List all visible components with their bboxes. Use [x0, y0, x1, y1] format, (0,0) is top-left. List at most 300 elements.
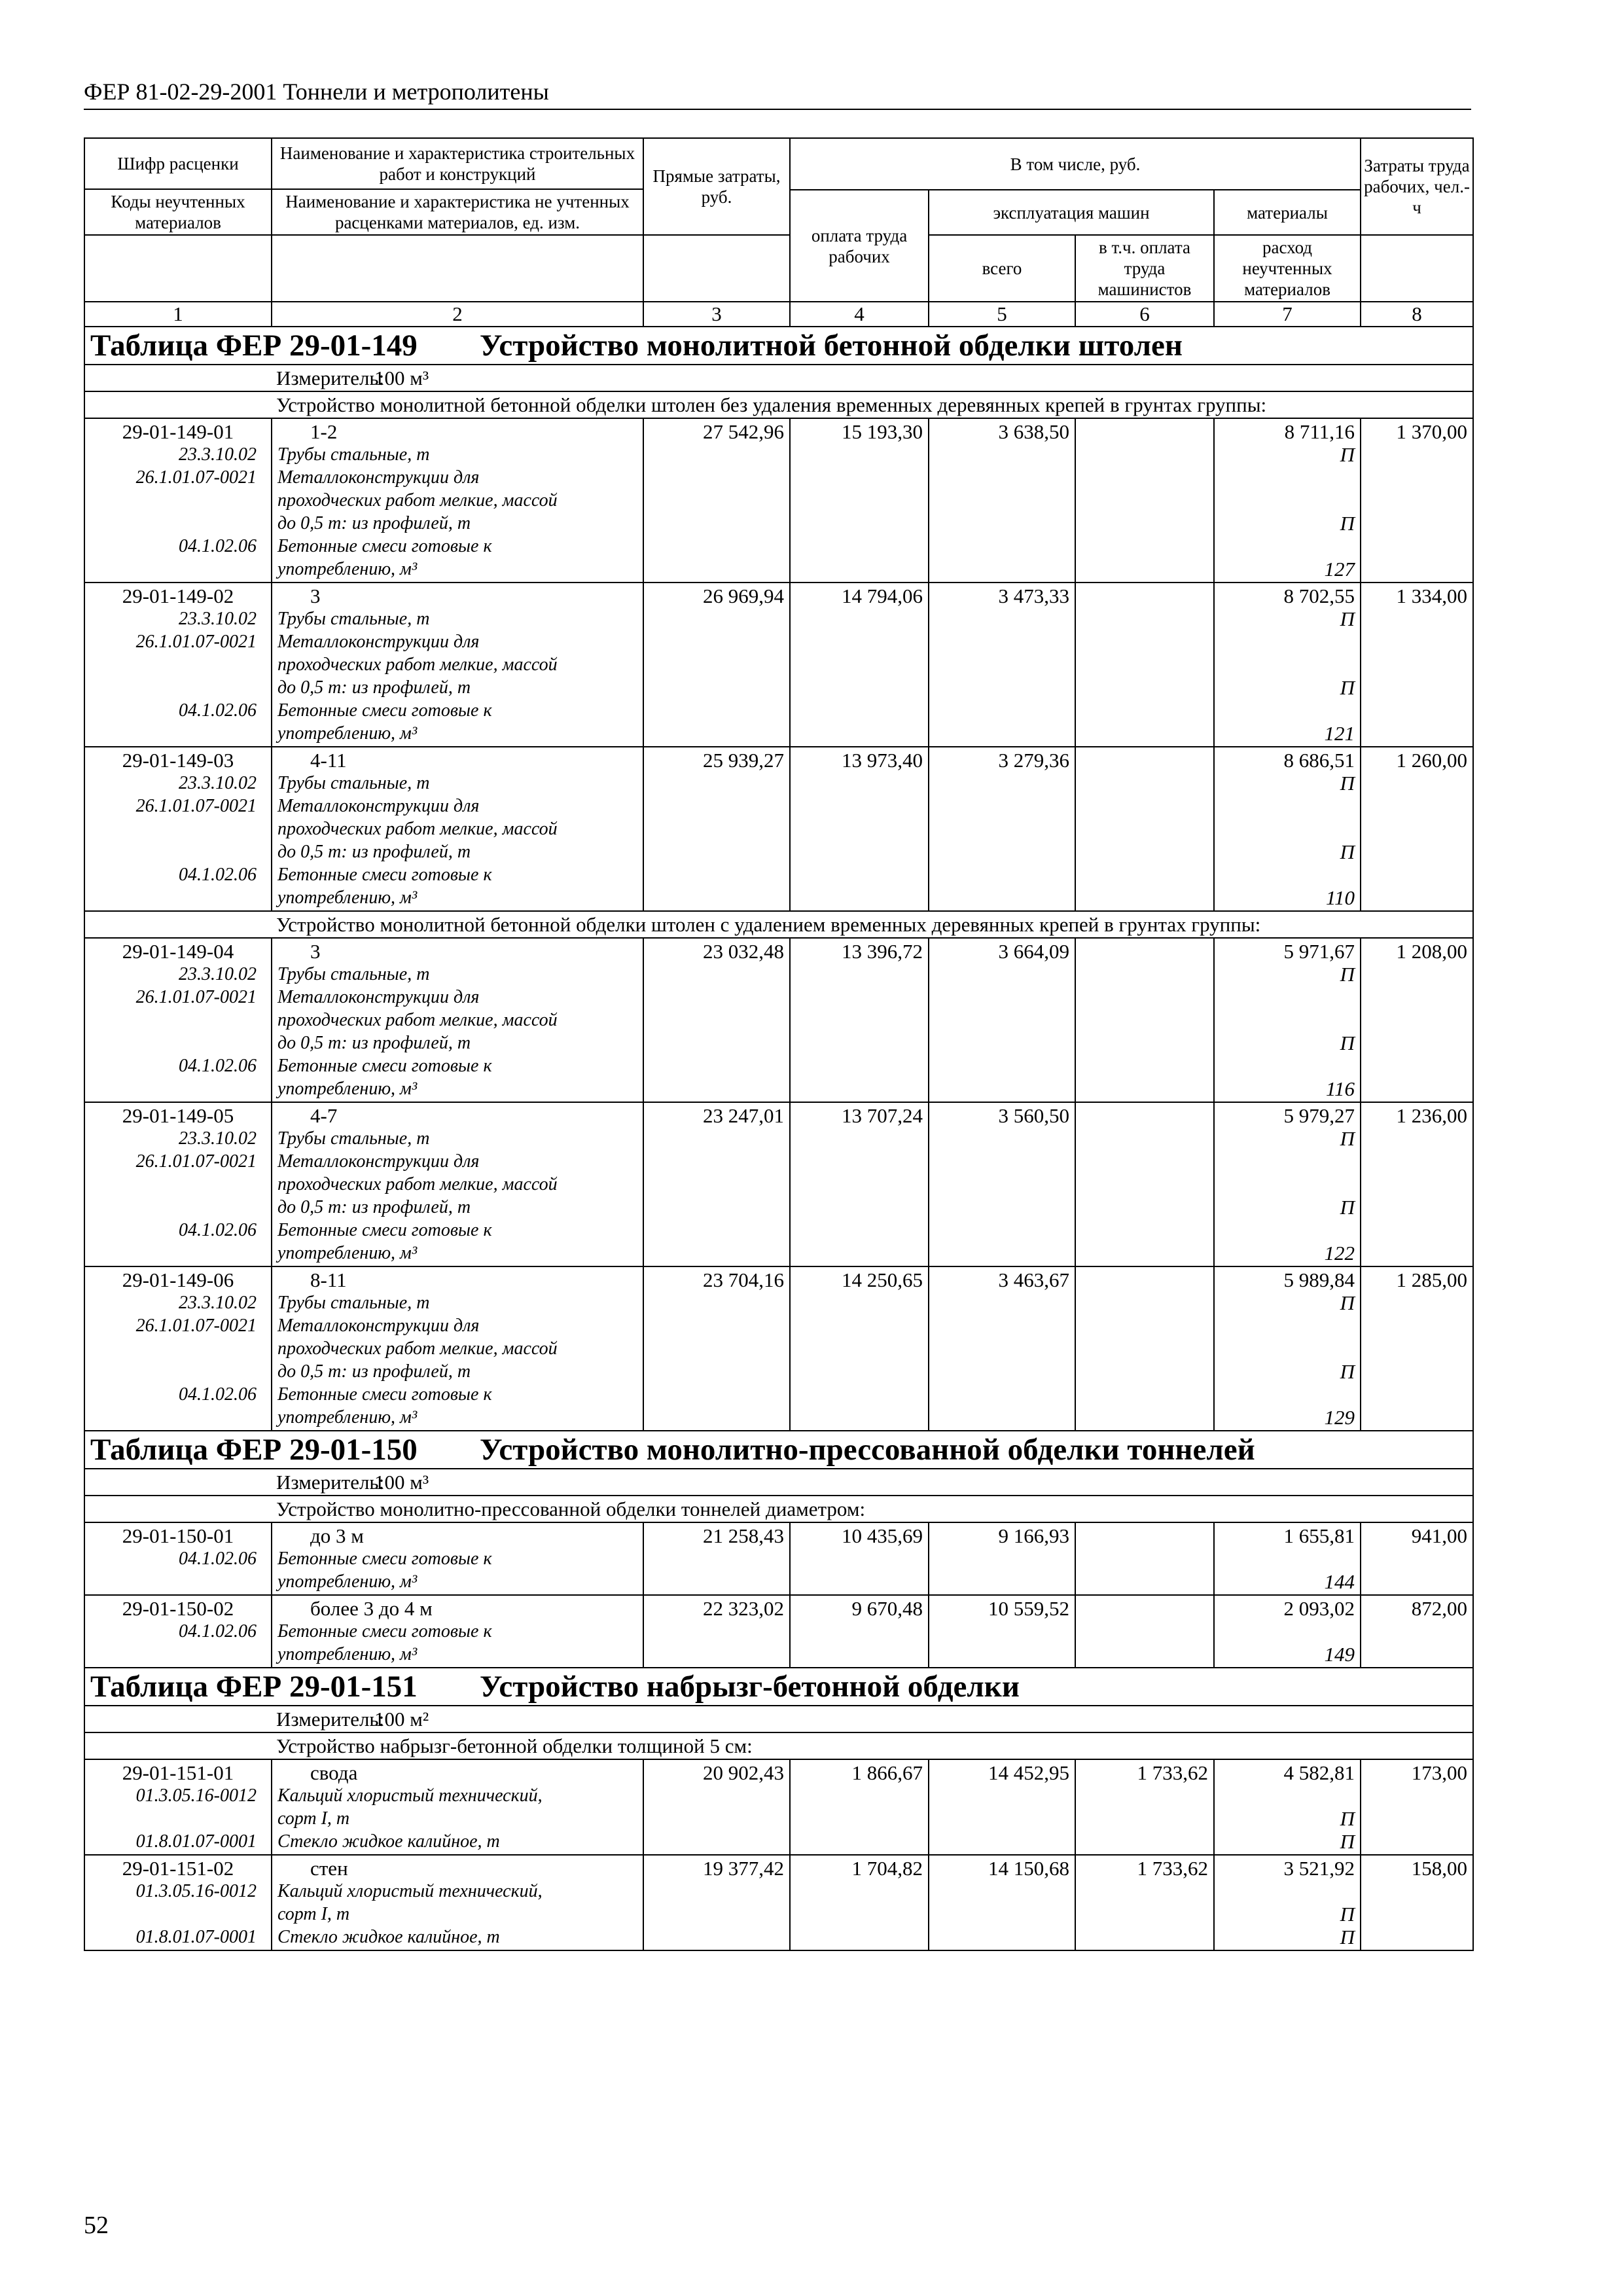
material-code: 23.3.10.02: [179, 444, 257, 465]
rate-direct: 19 377,42: [643, 1855, 790, 1950]
material-qty: П: [1340, 1291, 1355, 1314]
material-name-line: употреблению, м³: [277, 1407, 418, 1427]
column-numbers-row: [84, 302, 1473, 327]
material-name-line: употреблению, м³: [277, 1571, 418, 1592]
rate-row: [84, 418, 1473, 583]
rate-codes-cell: [84, 1266, 272, 1431]
header-row-1: [84, 138, 1473, 189]
spacer: [90, 1570, 266, 1593]
header-labor-spacer: [1361, 235, 1473, 302]
header-name-top: Наименование и характеристика строительных работ и конструкций: [272, 138, 643, 189]
material-code: 23.3.10.02: [179, 1128, 257, 1149]
spacer: [1220, 699, 1355, 722]
meter-label: Измеритель:: [276, 1708, 385, 1731]
material-name-line: Бетонные смеси готовые к: [277, 1549, 492, 1569]
rate-code: 29-01-149-03: [122, 749, 234, 772]
material-name-line: до 0,5 т: из профилей, т: [277, 677, 471, 698]
material-code: 23.3.10.02: [179, 609, 257, 629]
materials-cell: [1214, 1522, 1361, 1595]
materials-cell: [1214, 1855, 1361, 1950]
rate-direct: 25 939,27: [643, 747, 790, 911]
spacer: [1220, 1784, 1355, 1807]
rate-machines: 3 560,50: [929, 1102, 1075, 1266]
material-name-line: употреблению, м³: [277, 559, 418, 579]
rate-codes-cell: [84, 418, 272, 583]
rate-machines: 3 638,50: [929, 418, 1075, 583]
material-qty: 116: [1325, 1077, 1355, 1100]
meter-value: 100 м³: [374, 367, 429, 389]
rate-direct: 22 323,02: [643, 1595, 790, 1668]
material-name-line: сорт I, т: [277, 1904, 350, 1924]
section-code: Таблица ФЕР 29-01-149: [90, 329, 418, 363]
rate-wages: 13 396,72: [790, 938, 929, 1102]
rate-names-cell: [272, 938, 643, 1102]
meter-row: [84, 1706, 1473, 1732]
rate-names-cell: [272, 418, 643, 583]
meter-value: 100 м²: [374, 1708, 429, 1731]
material-code: 23.3.10.02: [179, 1293, 257, 1313]
material-name-line: Трубы стальные, т: [277, 609, 430, 629]
material-name-line: Трубы стальные, т: [277, 964, 430, 984]
material-code: 26.1.01.07-0021: [135, 1151, 257, 1172]
material-name-line: Металлоконструкции для: [277, 796, 480, 816]
meter-label: Измеритель:: [276, 1471, 385, 1494]
material-name-line: проходческих работ мелкие, массой: [277, 1174, 558, 1194]
rate-wages: 15 193,30: [790, 418, 929, 583]
group-caption: Устройство набрызг-бетонной обделки толщиной 5 см:: [84, 1732, 1473, 1759]
spacer: [1220, 1337, 1355, 1360]
spacer: [90, 1031, 266, 1054]
materials-value: 8 711,16: [1284, 420, 1355, 443]
spacer: [90, 840, 266, 863]
rates-table: [84, 137, 1474, 1951]
rate-wages: 14 794,06: [790, 583, 929, 747]
material-name-line: употреблению, м³: [277, 723, 418, 744]
material-name-line: Бетонные смеси готовые к: [277, 536, 492, 556]
meter: [84, 1469, 1473, 1496]
material-code: 23.3.10.02: [179, 964, 257, 984]
rate-machines: 9 166,93: [929, 1522, 1075, 1595]
material-name-line: Бетонные смеси готовые к: [277, 1056, 492, 1076]
rate-machines: 3 279,36: [929, 747, 1075, 911]
group-caption: Устройство монолитной бетонной обделки штолен с удалением временных деревянных крепей в грунтах группы:: [84, 911, 1473, 938]
spacer: [1220, 535, 1355, 558]
material-code: 26.1.01.07-0021: [135, 796, 257, 816]
section-name: Устройство монолитно-прессованной обделки тоннелей: [480, 1433, 1255, 1467]
material-qty: П: [1340, 1031, 1355, 1054]
spacer: [90, 722, 266, 745]
rate-direct: 23 032,48: [643, 938, 790, 1102]
material-code: 26.1.01.07-0021: [135, 987, 257, 1007]
rate-code: 29-01-151-01: [122, 1761, 234, 1784]
page-header: ФЕР 81-02-29-2001 Тоннели и метрополитены: [84, 79, 549, 105]
spacer: [90, 886, 266, 909]
rate-machinist: [1075, 1266, 1214, 1431]
rate-machinist: [1075, 938, 1214, 1102]
material-code: 04.1.02.06: [179, 1549, 257, 1569]
materials-value: 3 521,92: [1283, 1857, 1355, 1880]
rate-codes-cell: [84, 1595, 272, 1668]
material-name-line: сорт I, т: [277, 1808, 350, 1829]
rate-machinist: 1 733,62: [1075, 1759, 1214, 1855]
spacer: [1220, 1547, 1355, 1570]
rate-name: более 3 до 4 м: [310, 1597, 433, 1620]
rate-machines: 14 150,68: [929, 1855, 1075, 1950]
meter-row: [84, 365, 1473, 391]
rate-direct: 23 247,01: [643, 1102, 790, 1266]
material-qty: 121: [1324, 722, 1355, 745]
materials-value: 5 979,27: [1283, 1104, 1355, 1127]
materials-value: 4 582,81: [1283, 1761, 1355, 1784]
rate-names-cell: [272, 1266, 643, 1431]
rate-name: свода: [310, 1761, 358, 1784]
page-number: 52: [84, 2212, 109, 2239]
materials-value: 8 686,51: [1283, 749, 1355, 772]
materials-cell: [1214, 1266, 1361, 1431]
spacer: [90, 1406, 266, 1429]
material-name-line: Металлоконструкции для: [277, 467, 480, 488]
rate-code: 29-01-150-01: [122, 1524, 234, 1547]
rate-name: стен: [310, 1857, 348, 1880]
material-code: 04.1.02.06: [179, 700, 257, 721]
rate-code: 29-01-149-02: [122, 584, 234, 607]
material-code: 23.3.10.02: [179, 773, 257, 793]
rate-direct: 26 969,94: [643, 583, 790, 747]
rate-code: 29-01-149-06: [122, 1268, 234, 1291]
material-name-line: Бетонные смеси готовые к: [277, 1384, 492, 1405]
section-title-row: [84, 1431, 1473, 1469]
material-name-line: Кальций хлористый технический,: [277, 1785, 543, 1806]
spacer: [90, 558, 266, 581]
rate-labor: 1 236,00: [1361, 1102, 1473, 1266]
spacer: [1220, 489, 1355, 512]
header-rule: [84, 109, 1471, 110]
header-code-bottom: Коды неучтенных материалов: [84, 189, 272, 235]
material-name-line: Трубы стальные, т: [277, 1128, 430, 1149]
rate-direct: 21 258,43: [643, 1522, 790, 1595]
material-name-line: до 0,5 т: из профилей, т: [277, 842, 471, 862]
rate-names-cell: [272, 1522, 643, 1595]
material-name-line: Трубы стальные, т: [277, 773, 430, 793]
rate-machinist: [1075, 583, 1214, 747]
material-name-line: Кальций хлористый технический,: [277, 1881, 543, 1901]
spacer: [90, 1242, 266, 1265]
header-materials: материалы: [1214, 190, 1361, 235]
rate-codes-cell: [84, 1855, 272, 1950]
rate-code: 29-01-150-02: [122, 1597, 234, 1620]
rate-row: [84, 938, 1473, 1102]
rate-row: [84, 1759, 1473, 1855]
spacer: [90, 817, 266, 840]
meter-label: Измеритель:: [276, 367, 385, 389]
material-name-line: проходческих работ мелкие, массой: [277, 1010, 558, 1030]
materials-cell: [1214, 747, 1361, 911]
material-code: 04.1.02.06: [179, 1621, 257, 1641]
header-wages: оплата труда рабочих: [790, 190, 929, 302]
spacer: [1220, 653, 1355, 676]
column-number: 8: [1361, 302, 1473, 327]
rate-machinist: [1075, 747, 1214, 911]
header-name-bottom: Наименование и характеристика не учтенных расценками материалов, ед. изм.: [272, 189, 643, 235]
spacer: [1220, 1620, 1355, 1643]
column-number: 3: [643, 302, 790, 327]
rate-machines: 3 664,09: [929, 938, 1075, 1102]
spacer: [90, 1360, 266, 1383]
rate-wages: 13 973,40: [790, 747, 929, 911]
material-code: 01.8.01.07-0001: [135, 1927, 257, 1947]
meter: [84, 365, 1473, 391]
material-qty: П: [1340, 1127, 1355, 1150]
rate-machinist: [1075, 418, 1214, 583]
materials-value: 5 989,84: [1283, 1268, 1355, 1291]
spacer: [1220, 1314, 1355, 1337]
section-title: [84, 1431, 1473, 1469]
material-code: 26.1.01.07-0021: [135, 467, 257, 488]
spacer: [90, 1009, 266, 1031]
rate-labor: 1 260,00: [1361, 747, 1473, 911]
column-number: 2: [272, 302, 643, 327]
material-name-line: Металлоконструкции для: [277, 1151, 480, 1172]
material-code: 01.3.05.16-0012: [135, 1881, 257, 1901]
spacer: [90, 653, 266, 676]
rate-labor: 158,00: [1361, 1855, 1473, 1950]
material-code: 04.1.02.06: [179, 865, 257, 885]
spacer: [1220, 795, 1355, 817]
spacer: [1220, 630, 1355, 653]
header-name-spacer: [272, 235, 643, 302]
section-code: Таблица ФЕР 29-01-151: [90, 1670, 418, 1704]
rate-labor: 173,00: [1361, 1759, 1473, 1855]
materials-value: 5 971,67: [1283, 940, 1355, 963]
material-name-line: Трубы стальные, т: [277, 1293, 430, 1313]
material-name-line: употреблению, м³: [277, 1079, 418, 1099]
meter: [84, 1706, 1473, 1732]
material-qty: П: [1340, 1196, 1355, 1219]
material-qty: П: [1340, 1830, 1355, 1853]
header-row-4: [84, 235, 1473, 302]
section-title-row: [84, 1668, 1473, 1706]
rate-name: 4-7: [310, 1104, 338, 1127]
rate-name: 8-11: [310, 1268, 347, 1291]
header-machines: эксплуатация машин: [929, 190, 1214, 235]
section-title: [84, 327, 1473, 365]
spacer: [1220, 1054, 1355, 1077]
material-name-line: до 0,5 т: из профилей, т: [277, 513, 471, 533]
materials-cell: [1214, 1595, 1361, 1668]
spacer: [1220, 986, 1355, 1009]
spacer: [1220, 1219, 1355, 1242]
header-machinist-wages: в т.ч. оплата труда машинистов: [1075, 235, 1214, 302]
spacer: [1220, 1383, 1355, 1406]
material-code: 04.1.02.06: [179, 536, 257, 556]
group-caption-row: [84, 391, 1473, 418]
rate-codes-cell: [84, 747, 272, 911]
material-name-line: до 0,5 т: из профилей, т: [277, 1197, 471, 1217]
spacer: [90, 676, 266, 699]
material-name-line: проходческих работ мелкие, массой: [277, 819, 558, 839]
material-qty: П: [1340, 1903, 1355, 1926]
rate-labor: 1 334,00: [1361, 583, 1473, 747]
rate-code: 29-01-151-02: [122, 1857, 234, 1880]
section-title: [84, 1668, 1473, 1706]
material-qty: П: [1340, 1360, 1355, 1383]
spacer: [1220, 1009, 1355, 1031]
rate-machinist: [1075, 1102, 1214, 1266]
rate-machines: 10 559,52: [929, 1595, 1075, 1668]
spacer: [1220, 817, 1355, 840]
rate-machines: 3 463,67: [929, 1266, 1075, 1431]
rate-direct: 20 902,43: [643, 1759, 790, 1855]
materials-cell: [1214, 583, 1361, 747]
rate-wages: 1 704,82: [790, 1855, 929, 1950]
rate-labor: 1 208,00: [1361, 938, 1473, 1102]
material-code: 04.1.02.06: [179, 1220, 257, 1240]
rate-name: 3: [310, 940, 321, 963]
rate-wages: 9 670,48: [790, 1595, 929, 1668]
spacer: [90, 1196, 266, 1219]
rate-machinist: [1075, 1522, 1214, 1595]
material-qty: П: [1340, 1926, 1355, 1948]
rate-row: [84, 583, 1473, 747]
rate-names-cell: [272, 1595, 643, 1668]
material-qty: 110: [1325, 886, 1355, 909]
rate-wages: 10 435,69: [790, 1522, 929, 1595]
material-qty: П: [1340, 840, 1355, 863]
header-labor: Затраты труда рабочих, чел.-ч: [1361, 138, 1473, 235]
group-caption-row: [84, 911, 1473, 938]
material-name-line: употреблению, м³: [277, 888, 418, 908]
rate-labor: 1 285,00: [1361, 1266, 1473, 1431]
rate-row: [84, 1266, 1473, 1431]
rate-wages: 13 707,24: [790, 1102, 929, 1266]
header-including: В том числе, руб.: [790, 138, 1361, 190]
rate-names-cell: [272, 1102, 643, 1266]
header-total: всего: [929, 235, 1075, 302]
material-code: 01.8.01.07-0001: [135, 1831, 257, 1852]
meter-row: [84, 1469, 1473, 1496]
material-name-line: Металлоконструкции для: [277, 987, 480, 1007]
spacer: [90, 512, 266, 535]
rate-machinist: 1 733,62: [1075, 1855, 1214, 1950]
materials-value: 1 655,81: [1283, 1524, 1355, 1547]
rate-codes-cell: [84, 938, 272, 1102]
material-qty: П: [1340, 1807, 1355, 1830]
materials-cell: [1214, 1759, 1361, 1855]
material-qty: 127: [1324, 558, 1355, 581]
spacer: [90, 1077, 266, 1100]
material-code: 26.1.01.07-0021: [135, 632, 257, 652]
rate-direct: 27 542,96: [643, 418, 790, 583]
material-qty: П: [1340, 443, 1355, 466]
rate-row: [84, 1855, 1473, 1950]
materials-cell: [1214, 418, 1361, 583]
spacer: [1220, 1880, 1355, 1903]
spacer: [1220, 1150, 1355, 1173]
rate-row: [84, 1102, 1473, 1266]
rate-names-cell: [272, 583, 643, 747]
material-qty: 129: [1324, 1406, 1355, 1429]
rate-row: [84, 1522, 1473, 1595]
material-name-line: Металлоконструкции для: [277, 632, 480, 652]
material-name-line: Бетонные смеси готовые к: [277, 700, 492, 721]
rate-direct: 23 704,16: [643, 1266, 790, 1431]
material-name-line: употреблению, м³: [277, 1243, 418, 1263]
column-number: 5: [929, 302, 1075, 327]
spacer: [90, 1643, 266, 1666]
material-name-line: Стекло жидкое калийное, т: [277, 1831, 500, 1852]
rate-name: 3: [310, 584, 321, 607]
rate-name: до 3 м: [310, 1524, 364, 1547]
rate-names-cell: [272, 1855, 643, 1950]
column-number: 1: [84, 302, 272, 327]
rate-wages: 14 250,65: [790, 1266, 929, 1431]
rate-codes-cell: [84, 1759, 272, 1855]
header-code-spacer: [84, 235, 272, 302]
rate-row: [84, 1595, 1473, 1668]
materials-value: 2 093,02: [1283, 1597, 1355, 1620]
material-code: 04.1.02.06: [179, 1384, 257, 1405]
section-name: Устройство монолитной бетонной обделки штолен: [480, 329, 1183, 363]
materials-value: 8 702,55: [1283, 584, 1355, 607]
header-materials-sub: расход неучтенных материалов: [1214, 235, 1361, 302]
header-direct: Прямые затраты, руб.: [643, 138, 790, 235]
material-name-line: проходческих работ мелкие, массой: [277, 655, 558, 675]
rate-wages: 1 866,67: [790, 1759, 929, 1855]
rate-code: 29-01-149-05: [122, 1104, 234, 1127]
rate-row: [84, 747, 1473, 911]
material-code: 04.1.02.06: [179, 1056, 257, 1076]
material-qty: П: [1340, 676, 1355, 699]
section-code: Таблица ФЕР 29-01-150: [90, 1433, 418, 1467]
spacer: [90, 1337, 266, 1360]
group-caption-row: [84, 1496, 1473, 1522]
meter-value: 100 м³: [374, 1471, 429, 1494]
rate-machinist: [1075, 1595, 1214, 1668]
material-name-line: Металлоконструкции для: [277, 1316, 480, 1336]
rate-labor: 1 370,00: [1361, 418, 1473, 583]
material-name-line: употреблению, м³: [277, 1644, 418, 1664]
group-caption: Устройство монолитной бетонной обделки штолен без удаления временных деревянных крепей в грунтах группы:: [84, 391, 1473, 418]
spacer: [90, 1807, 266, 1830]
materials-cell: [1214, 938, 1361, 1102]
rate-name: 1-2: [310, 420, 338, 443]
rate-machines: 14 452,95: [929, 1759, 1075, 1855]
table-body: [84, 138, 1473, 1950]
material-name-line: до 0,5 т: из профилей, т: [277, 1361, 471, 1382]
material-name-line: проходческих работ мелкие, массой: [277, 490, 558, 511]
material-qty: 122: [1324, 1242, 1355, 1265]
material-name-line: до 0,5 т: из профилей, т: [277, 1033, 471, 1053]
spacer: [1220, 466, 1355, 489]
material-qty: П: [1340, 512, 1355, 535]
material-code: 26.1.01.07-0021: [135, 1316, 257, 1336]
material-name-line: проходческих работ мелкие, массой: [277, 1338, 558, 1359]
rate-machines: 3 473,33: [929, 583, 1075, 747]
material-name-line: Бетонные смеси готовые к: [277, 1621, 492, 1641]
spacer: [90, 1173, 266, 1196]
group-caption: Устройство монолитно-прессованной обделки тоннелей диаметром:: [84, 1496, 1473, 1522]
column-number: 7: [1214, 302, 1361, 327]
spacer: [90, 489, 266, 512]
material-code: 01.3.05.16-0012: [135, 1785, 257, 1806]
section-name: Устройство набрызг-бетонной обделки: [480, 1670, 1020, 1704]
column-number: 4: [790, 302, 929, 327]
rate-codes-cell: [84, 583, 272, 747]
material-qty: П: [1340, 963, 1355, 986]
material-qty: 144: [1324, 1570, 1355, 1593]
rate-labor: 872,00: [1361, 1595, 1473, 1668]
material-name-line: Бетонные смеси готовые к: [277, 865, 492, 885]
